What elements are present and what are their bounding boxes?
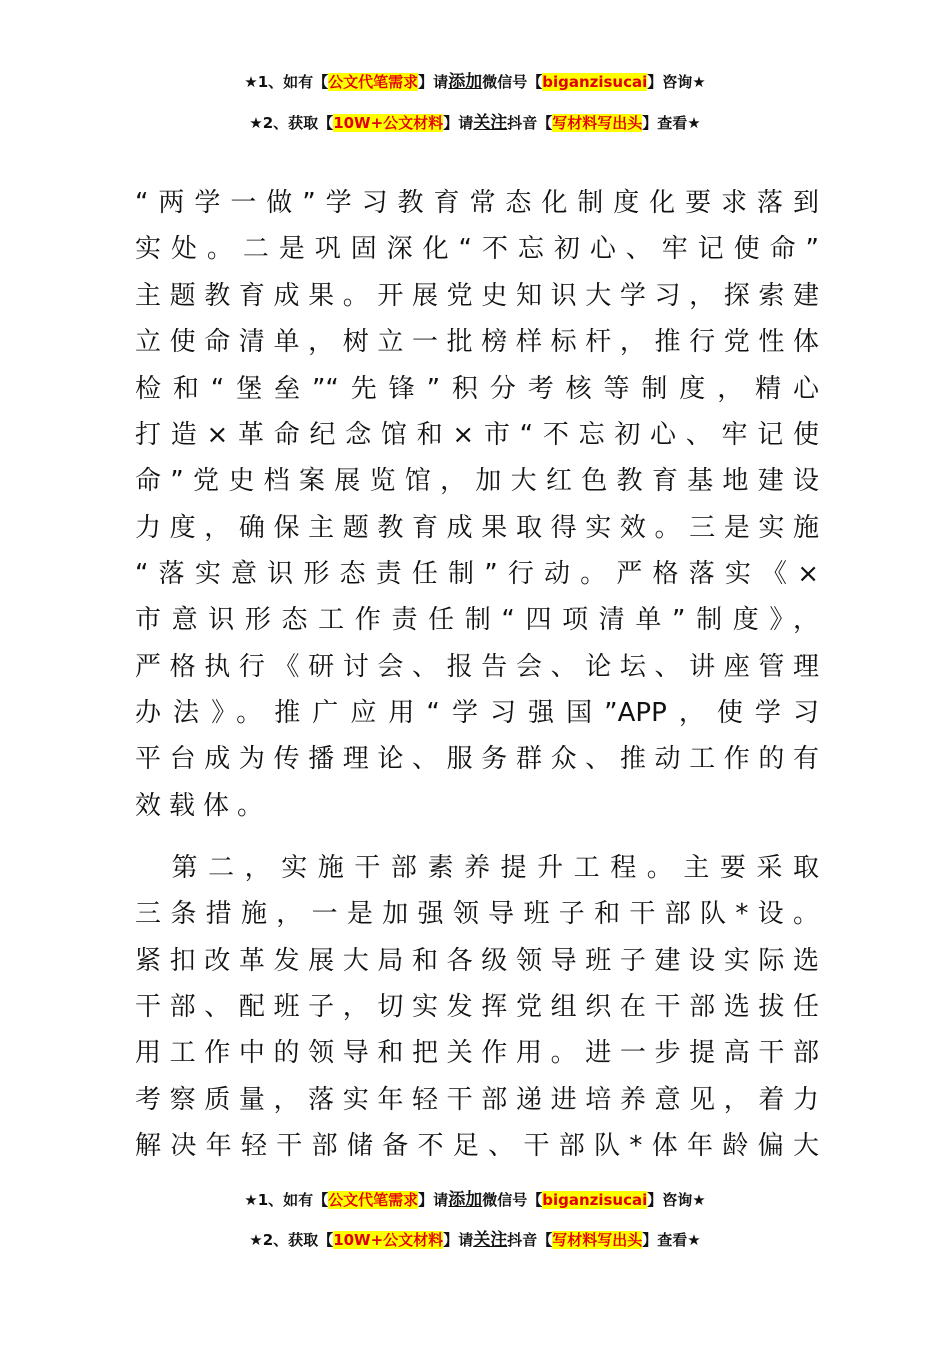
promo-highlight-douyin: 写材料写出头 <box>552 114 643 132</box>
promo-text: 】请 <box>418 1191 449 1209</box>
body-line: 三条措施，一是加强领导班子和干部队*设。 <box>135 899 819 929</box>
promo-text: 】咨询★ <box>647 1191 706 1209</box>
header-promo-line-1 <box>0 71 950 93</box>
promo-highlight: 10W+公文材料 <box>333 114 444 132</box>
body-line: 立使命清单，树立一批榜样标杆，推行党性体 <box>135 327 819 357</box>
promo-highlight-wechat-id: biganzisucai <box>542 1191 648 1209</box>
promo-highlight-wechat-id: biganzisucai <box>542 73 648 91</box>
promo-text: ★2、获取【 <box>249 1231 334 1249</box>
promo-text: 】请 <box>443 1231 474 1249</box>
promo-underline: 关注 <box>473 113 508 133</box>
promo-text: 】查看★ <box>642 1231 701 1249</box>
promo-text: 】咨询★ <box>647 73 706 91</box>
footer-promo-line-1 <box>0 1189 950 1211</box>
promo-text: 】请 <box>443 114 474 132</box>
promo-text: 】查看★ <box>642 114 701 132</box>
body-line: “落实意识形态责任制”行动。严格落实《× <box>135 559 819 589</box>
body-line: 办法》。推广应用“学习强国”APP，使学习 <box>135 698 819 728</box>
footer-promo-line-2 <box>0 1229 950 1251</box>
promo-underline: 添加 <box>448 1190 483 1210</box>
promo-underline: 添加 <box>448 72 483 92</box>
body-line: “两学一做”学习教育常态化制度化要求落到 <box>135 188 819 218</box>
promo-text: ★1、如有【 <box>244 73 329 91</box>
body-line: 考察质量，落实年轻干部递进培养意见，着力 <box>135 1085 819 1115</box>
promo-underline: 关注 <box>473 1230 508 1250</box>
body-line: 检和“堡垒”“先锋”积分考核等制度，精心 <box>135 374 819 404</box>
body-line: 干部、配班子，切实发挥党组织在干部选拔任 <box>135 992 819 1022</box>
promo-text: 抖音【 <box>507 114 553 132</box>
promo-text: ★2、获取【 <box>249 114 334 132</box>
body-line: 严格执行《研讨会、报告会、论坛、讲座管理 <box>135 652 819 682</box>
body-line: 市意识形态工作责任制“四项清单”制度》， <box>135 605 819 635</box>
body-line: 第二，实施干部素养提升工程。主要采取 <box>135 853 819 883</box>
body-line: 打造×革命纪念馆和×市“不忘初心、牢记使 <box>135 420 819 450</box>
body-line: 用工作中的领导和把关作用。进一步提高干部 <box>135 1038 819 1068</box>
promo-text: ★1、如有【 <box>244 1191 329 1209</box>
promo-text: 抖音【 <box>507 1231 553 1249</box>
promo-highlight-douyin: 写材料写出头 <box>552 1231 643 1249</box>
body-line: 实处。二是巩固深化“不忘初心、牢记使命” <box>135 234 819 264</box>
body-line: 平台成为传播理论、服务群众、推动工作的有 <box>135 744 819 774</box>
promo-highlight: 公文代笔需求 <box>328 73 419 91</box>
promo-highlight: 公文代笔需求 <box>328 1191 419 1209</box>
body-line: 力度，确保主题教育成果取得实效。三是实施 <box>135 513 819 543</box>
body-line: 解决年轻干部储备不足、干部队*体年龄偏大 <box>135 1131 819 1161</box>
promo-text: 微信号【 <box>482 73 543 91</box>
promo-highlight: 10W+公文材料 <box>333 1231 444 1249</box>
body-line: 命”党史档案展览馆，加大红色教育基地建设 <box>135 466 819 496</box>
promo-text: 】请 <box>418 73 449 91</box>
body-line: 主题教育成果。开展党史知识大学习，探索建 <box>135 281 819 311</box>
promo-text: 微信号【 <box>482 1191 543 1209</box>
body-line: 效载体。 <box>135 791 272 821</box>
body-line: 紧扣改革发展大局和各级领导班子建设实际选 <box>135 946 819 976</box>
header-promo-line-2 <box>0 112 950 134</box>
